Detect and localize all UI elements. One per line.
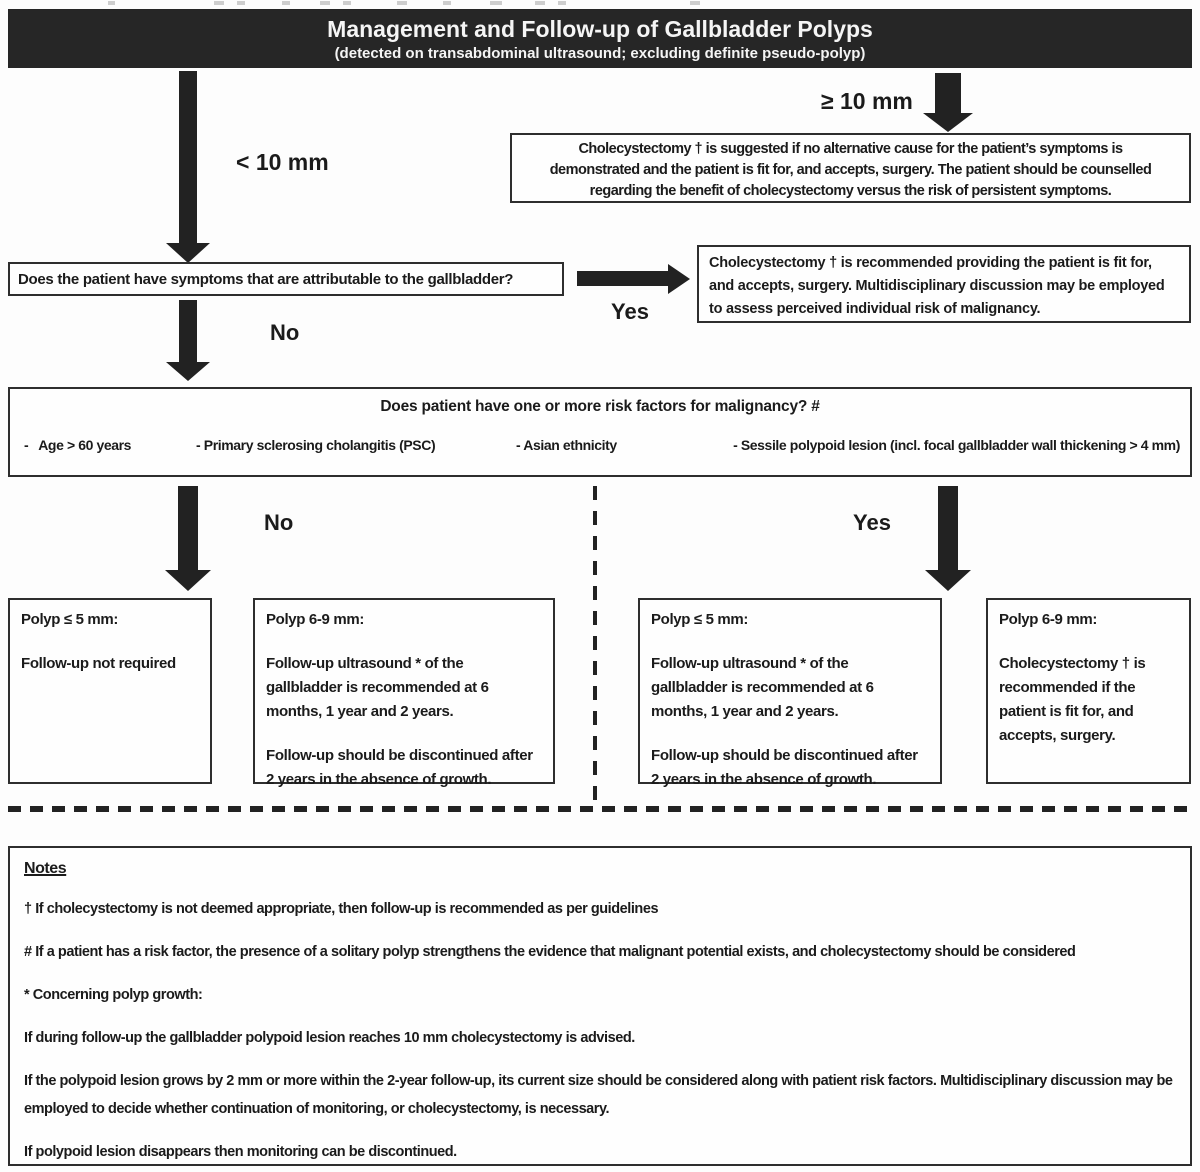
- text-line: 2 years in the absence of growth.: [266, 771, 492, 788]
- notes-box: [8, 846, 1192, 1166]
- paragraph: [651, 652, 929, 724]
- text-line: patient is fit for, and: [999, 703, 1134, 720]
- yes-arrow-shaft: [577, 271, 668, 286]
- outcome-body: [266, 652, 542, 792]
- text-line: Follow-up ultrasound * of the: [651, 655, 849, 672]
- lt10-arrow-head: [166, 243, 210, 263]
- outcome-box-medium-with-risk: [986, 598, 1191, 784]
- note-item: If polypoid lesion disappears then monitoring can be discontinued.: [24, 1144, 457, 1160]
- no-risk-arrow-shaft: [178, 486, 198, 570]
- outcome-box-medium-no-risk: [253, 598, 555, 788]
- risk-factor-age: - Age > 60 years: [24, 437, 132, 453]
- ge10-arrow-shaft: [935, 73, 961, 113]
- text-line: demonstrated and the patient is fit for, and accepts, surgery. The patient should be counselled: [549, 162, 1152, 178]
- paragraph: [21, 652, 199, 676]
- risk-factors-box: [8, 387, 1192, 477]
- outcome-body: [999, 652, 1178, 748]
- page-subtitle: (detected on transabdominal ultrasound; excluding definite pseudo-polyp): [334, 45, 866, 62]
- risk-factor-sessile: - Sessile polypoid lesion (incl. focal gallbladder wall thickening > 4 mm): [733, 437, 1180, 453]
- yes-risk-arrow-head: [925, 570, 971, 591]
- label-no-risk: No: [264, 510, 294, 535]
- text-line: Cholecystectomy † is suggested if no alternative cause for the patient’s symptoms is: [578, 141, 1123, 157]
- outcome-box-small-with-risk: [638, 598, 942, 788]
- text-line: Cholecystectomy † is recommended providing the patient is fit for,: [709, 255, 1152, 271]
- outcome-title: Polyp 6-9 mm:: [999, 611, 1097, 628]
- text-line: Follow-up should be discontinued after: [266, 747, 533, 764]
- branch-label-ge10: ≥ 10 mm: [821, 88, 913, 114]
- risk-factor-ethnicity: - Asian ethnicity: [516, 437, 617, 453]
- text-line: months, 1 year and 2 years.: [651, 703, 839, 720]
- text-line: Cholecystectomy † is: [999, 655, 1146, 672]
- label-yes-risk: Yes: [853, 510, 891, 535]
- page-title: Management and Follow-up of Gallbladder Polyps: [327, 16, 873, 42]
- yes-risk-arrow-shaft: [938, 486, 958, 570]
- no-arrow-head: [166, 362, 210, 381]
- vertical-dashed-divider: [593, 486, 597, 804]
- text-line: regarding the benefit of cholecystectomy versus the risk of persistent symptoms.: [589, 183, 1112, 199]
- outcome-box-small-no-risk: [8, 598, 212, 784]
- note-item: If the polypoid lesion grows by 2 mm or more within the 2-year follow-up, its current size should be considered along with patient risk factors. Multidisciplinary discussion may be employed to decide whether continuation of monitoring, or cholecystectomy, is necessary.: [24, 1073, 1173, 1117]
- text-line: to assess perceived individual risk of malignancy.: [709, 301, 1041, 317]
- text-line: months, 1 year and 2 years.: [266, 703, 454, 720]
- text-line: accepts, surgery.: [999, 727, 1116, 744]
- horizontal-dashed-divider: [8, 806, 1192, 812]
- risk-question-text: Does patient have one or more risk factors for malignancy? #: [380, 398, 820, 415]
- risk-factor-psc: - Primary sclerosing cholangitis (PSC): [196, 437, 436, 453]
- label-yes-symptoms: Yes: [611, 299, 649, 324]
- text-line: and accepts, surgery. Multidisciplinary discussion may be employed: [709, 278, 1165, 294]
- outcome-body: [21, 652, 199, 676]
- note-item: If during follow-up the gallbladder polypoid lesion reaches 10 mm cholecystectomy is advised.: [24, 1030, 635, 1046]
- outcome-title: Polyp ≤ 5 mm:: [651, 611, 749, 628]
- note-item: * Concerning polyp growth:: [24, 987, 203, 1003]
- cholecystectomy-recommended-box: [697, 245, 1191, 323]
- text-line: 2 years in the absence of growth.: [651, 771, 877, 788]
- note-item: † If cholecystectomy is not deemed appropriate, then follow-up is recommended as per guidelines: [24, 901, 659, 917]
- ge10-arrow-head: [923, 113, 973, 132]
- notes-heading: Notes: [24, 860, 67, 877]
- outcome-body: [651, 652, 929, 792]
- cholecystectomy-suggested-box: [510, 133, 1191, 203]
- text-line: Follow-up not required: [21, 655, 176, 672]
- paragraph: [266, 652, 542, 724]
- lt10-arrow-shaft: [179, 71, 197, 243]
- no-arrow-shaft: [179, 300, 197, 362]
- paragraph: [651, 744, 929, 792]
- branch-label-lt10: < 10 mm: [236, 149, 329, 175]
- notes-list: [24, 895, 1176, 1166]
- text-line: recommended if the: [999, 679, 1136, 696]
- symptoms-question-box: [8, 262, 564, 296]
- paragraph: [266, 744, 542, 792]
- no-risk-arrow-head: [165, 570, 211, 591]
- note-item: # If a patient has a risk factor, the presence of a solitary polyp strengthens the evidence that malignant potential exists, and cholecystectomy should be considered: [24, 944, 1076, 960]
- text-line: gallbladder is recommended at 6: [651, 679, 874, 696]
- text-line: Follow-up should be discontinued after: [651, 747, 918, 764]
- title-bar: [8, 9, 1192, 68]
- symptoms-question-text: Does the patient have symptoms that are attributable to the gallbladder?: [18, 270, 514, 288]
- text-line: Follow-up ultrasound * of the: [266, 655, 464, 672]
- paragraph: [999, 652, 1178, 748]
- outcome-title: Polyp 6-9 mm:: [266, 611, 364, 628]
- label-no-symptoms: No: [270, 320, 300, 345]
- yes-arrow-head: [668, 264, 690, 294]
- outcome-title: Polyp ≤ 5 mm:: [21, 611, 119, 628]
- text-line: gallbladder is recommended at 6: [266, 679, 489, 696]
